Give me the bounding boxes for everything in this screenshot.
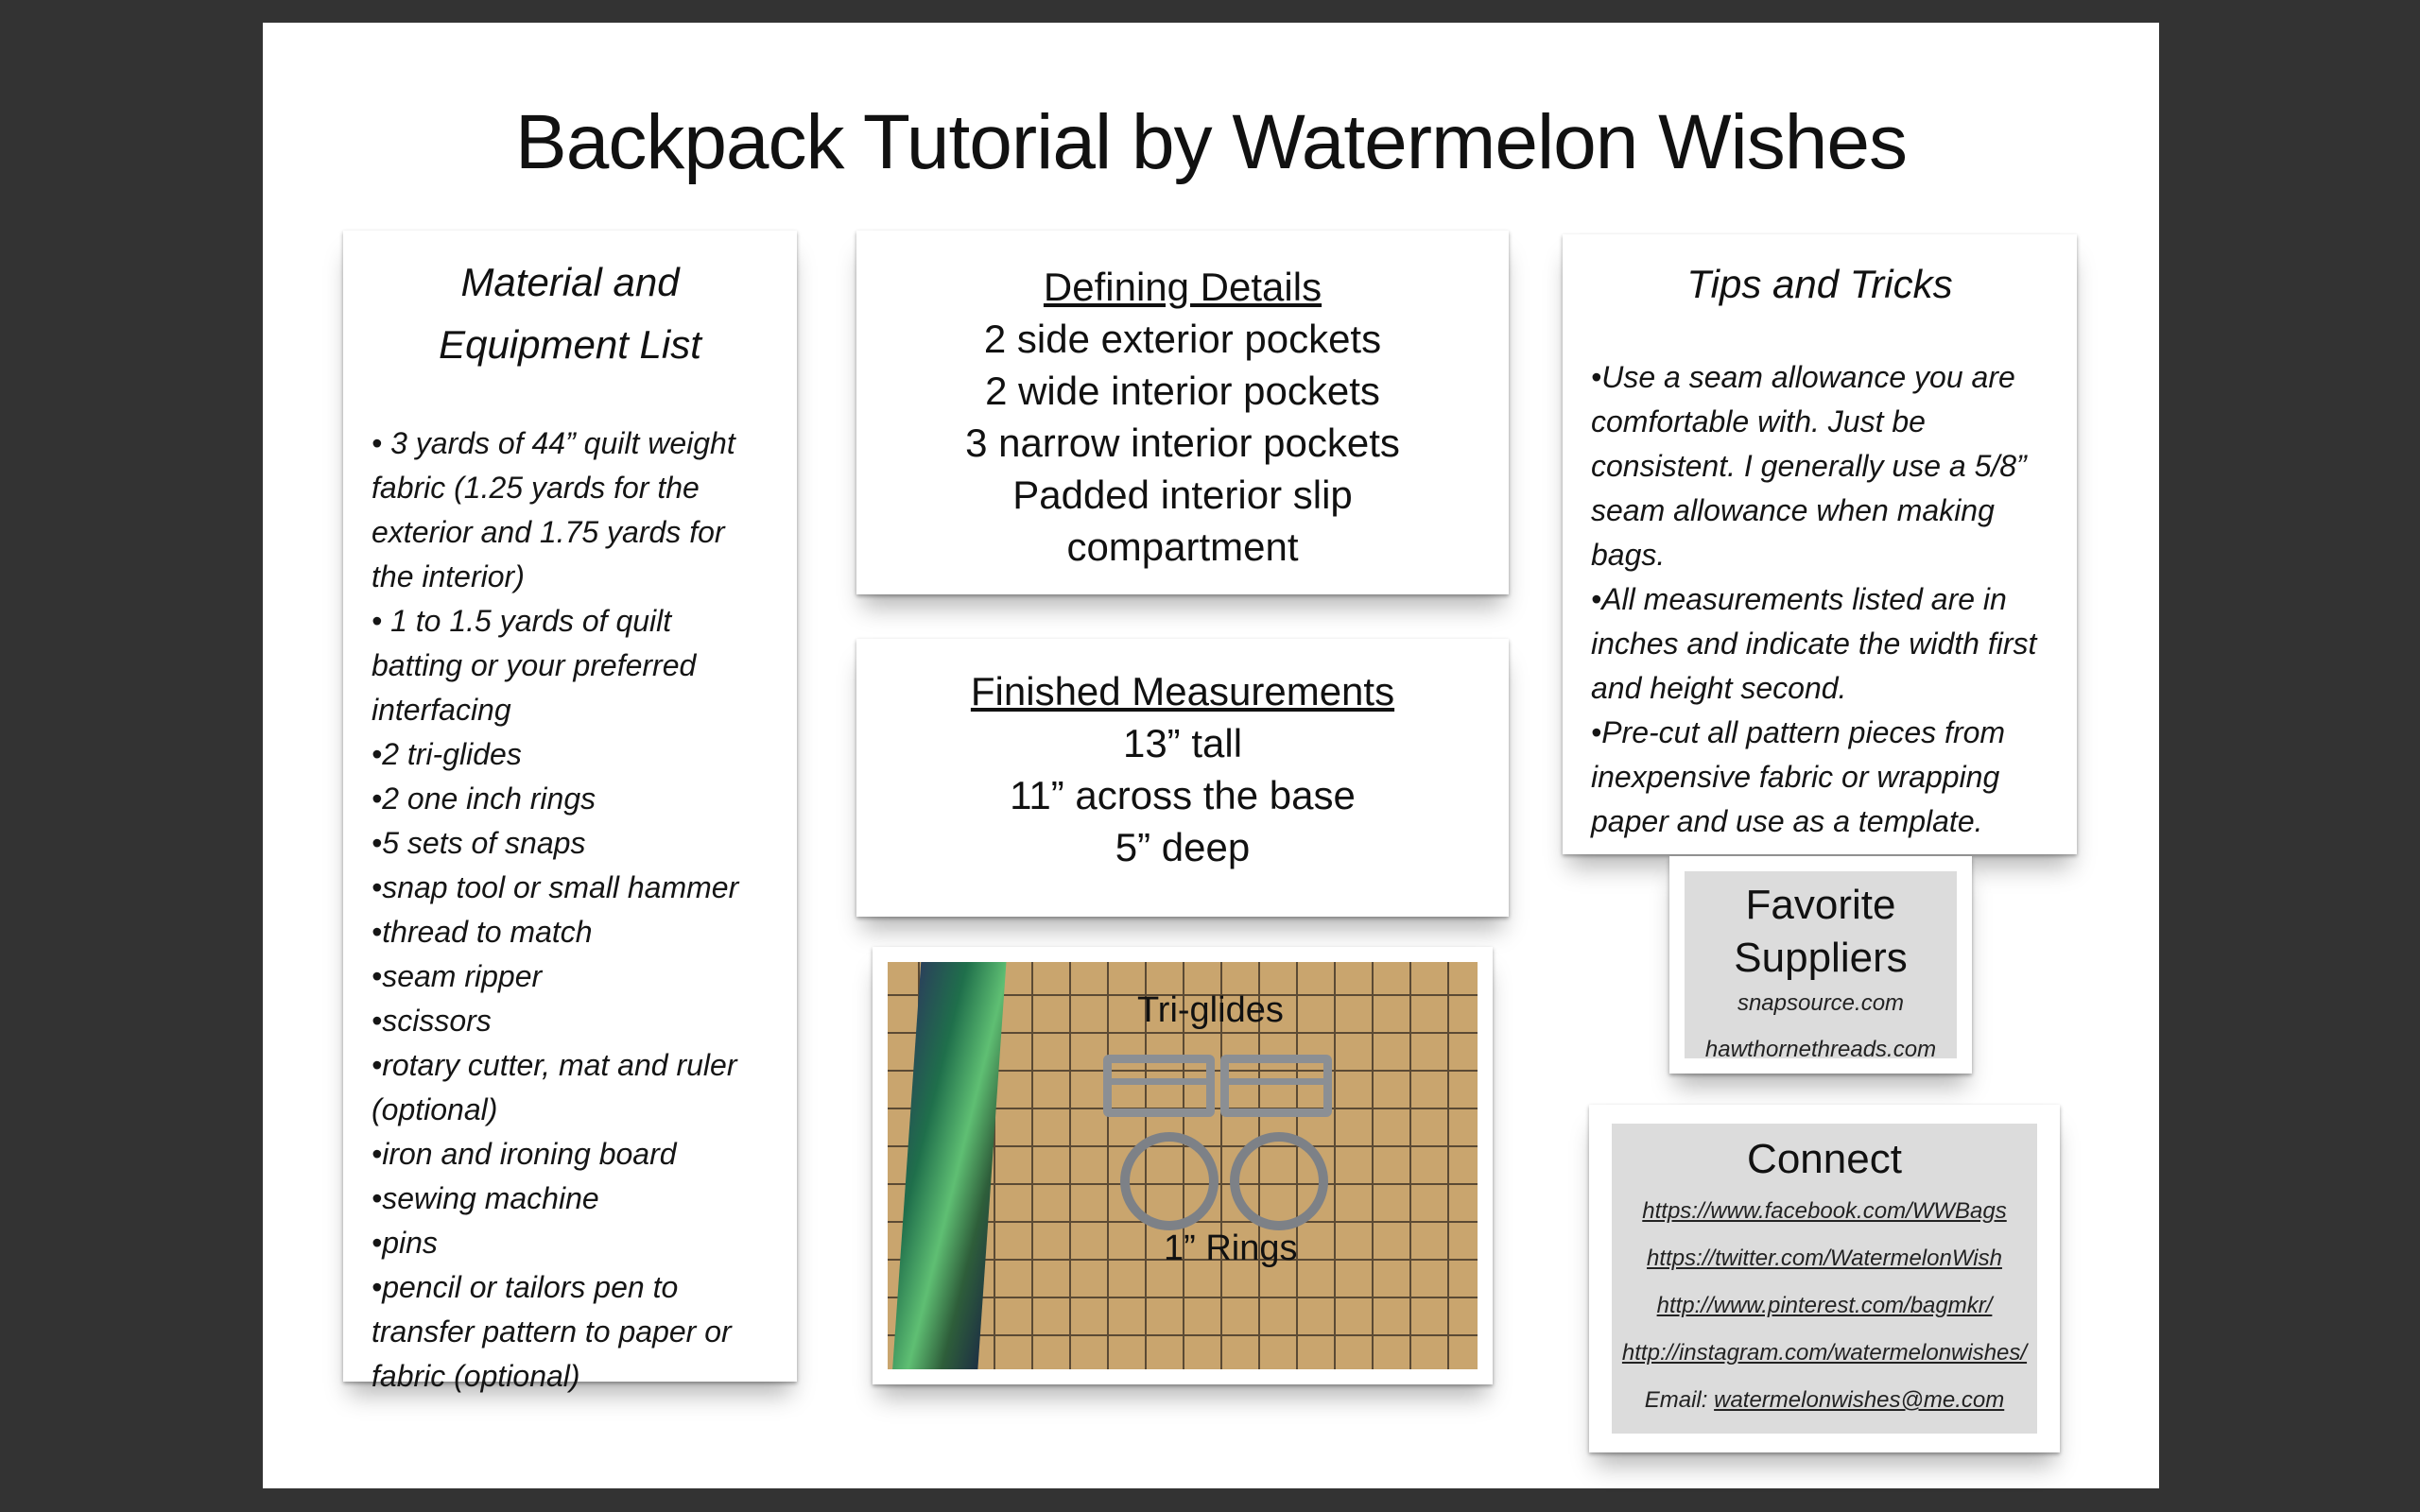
fabric-strap-image (890, 962, 1007, 1369)
tri-glides-label: Tri-glides (1137, 990, 1284, 1030)
details-line: 3 narrow interior pockets (965, 421, 1400, 465)
supplier-item: hawthornethreads.com (1704, 1037, 1937, 1062)
list-item: •seam ripper (372, 959, 543, 993)
email-line (1612, 1377, 2037, 1424)
hardware-photo (888, 962, 1478, 1369)
list-item: •iron and ironing board (372, 1137, 677, 1171)
suppliers-heading-line1: Favorite (1745, 882, 1896, 928)
details-block (856, 231, 1509, 573)
suppliers-card (1669, 856, 1972, 1074)
supplier-item: snapsource.com (1737, 990, 1905, 1016)
details-heading: Defining Details (1043, 265, 1322, 309)
page-title: Backpack Tutorial by Watermelon Wishes (515, 99, 1907, 185)
pinterest-link[interactable]: http://www.pinterest.com/bagmkr/ (1656, 1293, 1993, 1318)
list-item: •scissors (372, 1004, 492, 1038)
email-label: Email: (1644, 1387, 1715, 1413)
list-item: •rotary cutter, mat and ruler (optional) (372, 1048, 737, 1126)
list-item: •Pre-cut all pattern pieces from inexpensive fabric or wrapping paper and use as a template. (1591, 715, 2006, 838)
measurements-heading: Finished Measurements (970, 669, 1395, 713)
list-item: •Use a seam allowance you are comfortable with. Just be consistent. I generally use a 5/8” seam allowance when making bags. (1591, 360, 2027, 572)
measurement-line: 11” across the base (1010, 773, 1356, 817)
list-item: •thread to match (372, 915, 593, 949)
measurement-line: 5” deep (1115, 825, 1251, 869)
tips-list (1591, 355, 2048, 844)
details-line: compartment (1066, 524, 1299, 569)
list-item: •All measurements listed are in inches and indicate the width first and height second. (1591, 582, 2037, 705)
instagram-link[interactable]: http://instagram.com/watermelonwishes/ (1621, 1340, 2028, 1366)
list-item: •2 one inch rings (372, 782, 596, 816)
hardware-photo-card (873, 947, 1493, 1384)
connect-heading: Connect (1747, 1136, 1902, 1182)
measurements-card (856, 639, 1509, 917)
twitter-link[interactable]: https://twitter.com/WatermelonWish (1647, 1246, 2002, 1271)
list-item: •5 sets of snaps (372, 826, 586, 860)
materials-heading-line2: Equipment List (439, 322, 701, 367)
list-item: •2 tri-glides (372, 737, 522, 771)
materials-heading-line1: Material and (460, 260, 680, 304)
list-item: •pencil or tailors pen to transfer pattern to paper or fabric (optional) (372, 1270, 732, 1393)
materials-card (343, 231, 797, 1393)
details-line: 2 side exterior pockets (983, 317, 1382, 361)
facebook-link[interactable]: https://www.facebook.com/WWBags (1642, 1198, 2007, 1224)
ring-image (1120, 1132, 1219, 1230)
details-line: Padded interior slip (1012, 472, 1353, 517)
tips-card (1563, 234, 2077, 854)
details-line: 2 wide interior pockets (985, 369, 1380, 413)
measurement-line: 13” tall (1122, 721, 1243, 765)
details-card (856, 231, 1509, 594)
tri-glide-image (1103, 1055, 1215, 1117)
list-item: •pins (372, 1226, 438, 1260)
list-item: •snap tool or small hammer (372, 870, 739, 904)
suppliers-heading-line2: Suppliers (1734, 935, 1908, 981)
connect-card (1589, 1105, 2060, 1452)
suppliers-panel (1685, 871, 1957, 1062)
tri-glide-image (1220, 1055, 1332, 1117)
slide-page (263, 23, 2159, 1488)
connect-panel (1612, 1124, 2037, 1434)
list-item: •sewing machine (372, 1181, 599, 1215)
measurements-block (856, 639, 1509, 873)
ring-image (1230, 1132, 1328, 1230)
materials-list (372, 421, 769, 1399)
tips-heading: Tips and Tricks (1686, 262, 1953, 306)
rings-label: 1” Rings (1164, 1228, 1298, 1268)
list-item: • 3 yards of 44” quilt weight fabric (1.25 yards for the exterior and 1.75 yards for the interior) (372, 426, 735, 593)
email-link[interactable]: watermelonwishes@me.com (1714, 1387, 2005, 1413)
list-item: • 1 to 1.5 yards of quilt batting or your preferred interfacing (372, 604, 697, 727)
